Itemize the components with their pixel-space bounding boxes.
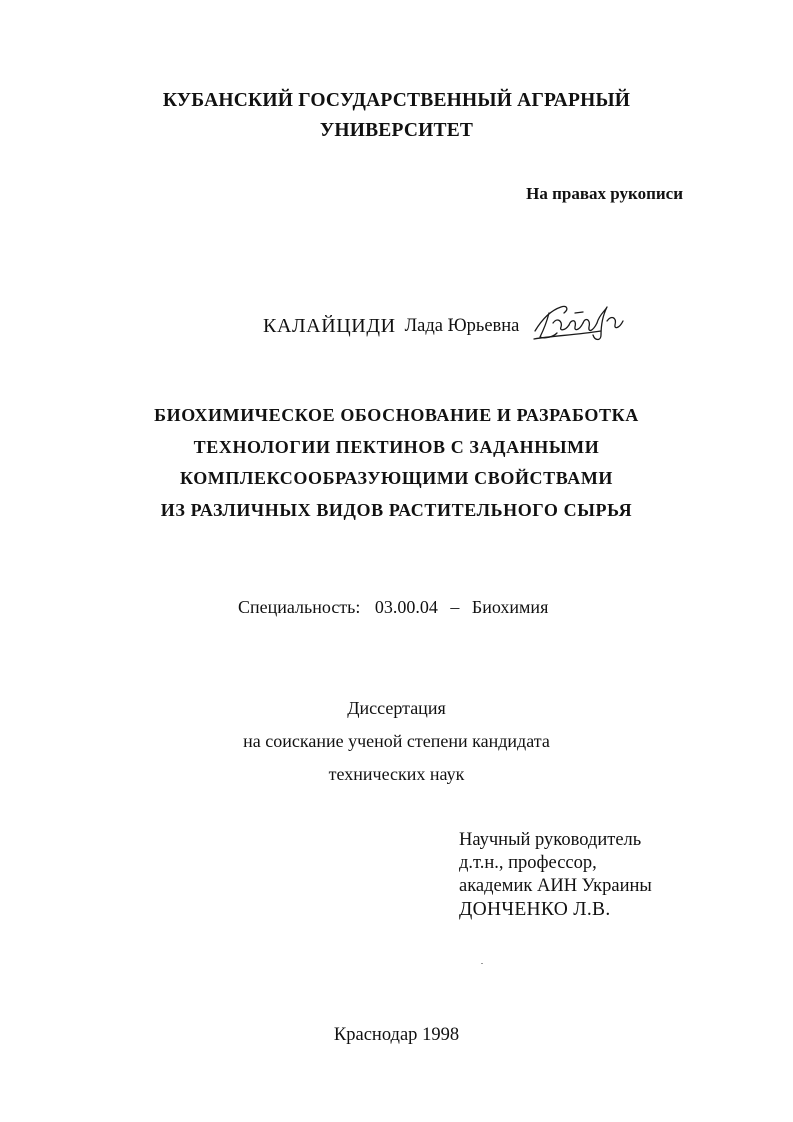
speciality-label: Специальность: <box>238 597 361 617</box>
speciality-name: Биохимия <box>471 597 549 617</box>
dissertation-line-1: Диссертация <box>347 698 446 718</box>
author-line <box>263 306 627 346</box>
university-line-2: УНИВЕРСИТЕТ <box>319 120 474 141</box>
title-line-4: ИЗ РАЗЛИЧНЫХ ВИДОВ РАСТИТЕЛЬНОГО СЫРЬЯ <box>160 499 633 520</box>
dissertation-title <box>0 400 793 526</box>
footer-year: 1998 <box>422 1025 460 1045</box>
supervisor-name: ДОНЧЕНКО Л.В. <box>459 899 611 920</box>
title-line-2: ТЕХНОЛОГИИ ПЕКТИНОВ С ЗАДАННЫМИ <box>193 436 600 457</box>
dissertation-info <box>0 692 793 791</box>
dissertation-line-3: технических наук <box>328 764 465 784</box>
speciality-line <box>238 597 548 618</box>
author-surname: КАЛАЙЦИДИ <box>263 314 396 337</box>
author-signature <box>531 301 627 345</box>
supervisor-degree: д.т.н., профессор, <box>459 853 597 873</box>
supervisor-academy: академик АИН Украины <box>459 876 652 896</box>
title-line-1: БИОХИМИЧЕСКОЕ ОБОСНОВАНИЕ И РАЗРАБОТКА <box>154 405 639 425</box>
speciality-code: 03.00.04 <box>374 597 438 617</box>
speciality-dash: – <box>450 597 460 617</box>
manuscript-note: На правах рукописи <box>526 184 683 203</box>
title-line-3: КОМПЛЕКСООБРАЗУЮЩИМИ СВОЙСТВАМИ <box>179 468 614 488</box>
university-line-1: КУБАНСКИЙ ГОСУДАРСТВЕННЫЙ АГРАРНЫЙ <box>162 90 631 111</box>
dissertation-line-2: на соискание ученой степени кандидата <box>243 731 550 751</box>
footer-city: Краснодар <box>333 1025 418 1045</box>
scan-speck <box>481 963 483 964</box>
supervisor-block <box>459 829 652 921</box>
supervisor-role: Научный руководитель <box>459 830 642 850</box>
footer-city-year <box>0 1025 793 1046</box>
university-name <box>0 86 793 146</box>
author-given-names: Лада Юрьевна <box>404 315 520 336</box>
